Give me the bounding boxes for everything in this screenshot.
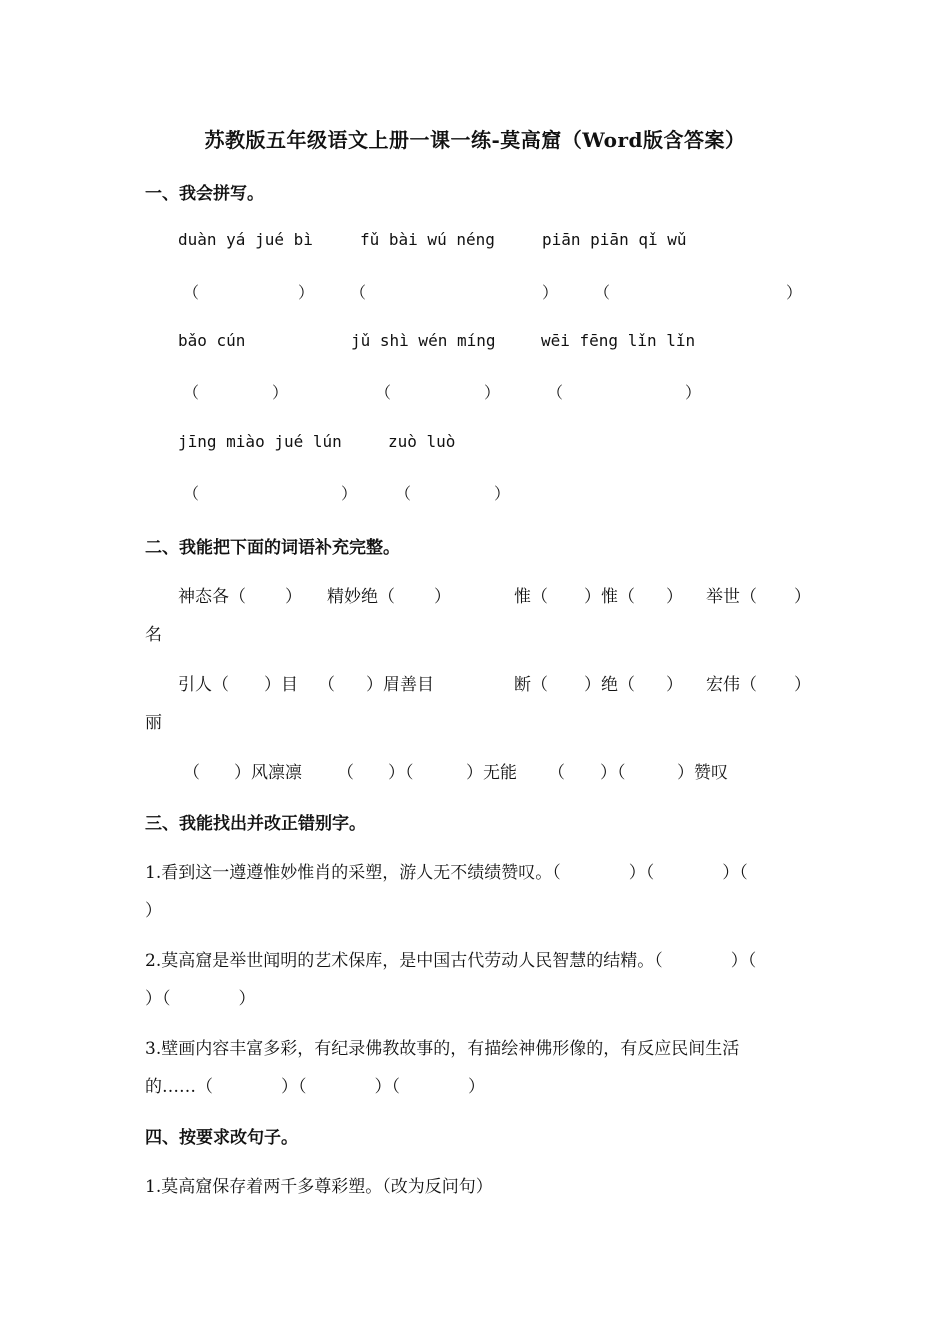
idiom-fill[interactable]: （ <box>548 763 565 783</box>
pinyin-item: jǔ shì wén míng <box>351 331 496 350</box>
answer-paren-close: ） <box>298 283 315 302</box>
idiom-fill: ） <box>434 587 451 607</box>
idiom-fill[interactable]: ）（ <box>388 763 414 783</box>
answer-paren-open[interactable]: （ <box>183 484 200 503</box>
answer-paren-open[interactable]: （ <box>594 283 611 302</box>
question-3-3-wrap: 的……（ ）（ ）（ ） <box>145 1077 485 1097</box>
pinyin-item: wēi fēng lǐn lǐn <box>541 331 696 350</box>
answer-paren-close: ） <box>685 383 702 402</box>
idiom-fill[interactable]: ）（ <box>600 763 626 783</box>
answer-paren-open[interactable]: （ <box>395 484 412 503</box>
idiom-fill[interactable]: （ <box>318 675 335 695</box>
idiom-fill: ）无能 <box>466 763 517 783</box>
idiom-fill: ） <box>794 675 811 695</box>
answer-paren-open[interactable]: （ <box>183 383 200 402</box>
question-3-1: 1.看到这一遵遵惟妙惟肖的采塑，游人无不绩绩赞叹。（ ）（ ）（ <box>145 863 748 883</box>
answer-paren-close: ） <box>272 383 289 402</box>
idiom-fill[interactable]: ）惟（ <box>584 587 635 607</box>
idiom-fill: ） <box>794 587 811 607</box>
idiom-fill: ）目 <box>264 675 298 695</box>
idiom-fill[interactable]: （ <box>337 763 354 783</box>
answer-paren-open[interactable]: （ <box>547 383 564 402</box>
question-3-3: 3.壁画内容丰富多彩，有纪录佛教故事的，有描绘神佛形像的，有反应民间生活 <box>145 1039 740 1059</box>
idiom-fill[interactable]: 神态各（ <box>178 587 246 607</box>
pinyin-item: fǔ bài wú néng <box>360 230 495 249</box>
answer-paren-close: ） <box>542 283 559 302</box>
idiom-fill: ） <box>666 675 683 695</box>
answer-paren-close: ） <box>786 283 803 302</box>
idiom-fill[interactable]: ）绝（ <box>584 675 635 695</box>
answer-paren-open[interactable]: （ <box>350 283 367 302</box>
section-4-heading: 四、按要求改句子。 <box>145 1128 298 1148</box>
answer-paren-open[interactable]: （ <box>375 383 392 402</box>
idiom-wrap: 丽 <box>145 713 162 733</box>
answer-paren-open[interactable]: （ <box>183 283 200 302</box>
question-3-2-wrap: ）（ ） <box>145 989 256 1009</box>
answer-paren-close: ） <box>484 383 501 402</box>
answer-paren-close: ） <box>494 484 511 503</box>
idiom-fill: ） <box>285 587 302 607</box>
idiom-fill[interactable]: 举世（ <box>706 587 757 607</box>
idiom-fill[interactable]: 精妙绝（ <box>327 587 395 607</box>
question-3-2: 2.莫高窟是举世闻明的艺术保库，是中国古代劳动人民智慧的结精。（ ）（ <box>145 951 757 971</box>
section-3-heading: 三、我能找出并改正错别字。 <box>145 814 366 834</box>
idiom-wrap: 名 <box>145 625 162 645</box>
section-2-heading: 二、我能把下面的词语补充完整。 <box>145 538 400 558</box>
pinyin-item: bǎo cún <box>178 331 246 350</box>
idiom-fill[interactable]: 断（ <box>514 675 548 695</box>
idiom-fill[interactable]: 惟（ <box>514 587 548 607</box>
pinyin-item: duàn yá jué bì <box>178 230 313 249</box>
page-title: 苏教版五年级语文上册一课一练-莫高窟（Word版含答案） <box>204 128 746 152</box>
pinyin-item: zuò luò <box>388 432 456 451</box>
idiom-fill: ）风凛凛 <box>234 763 302 783</box>
idiom-fill: ） <box>666 587 683 607</box>
idiom-fill[interactable]: 引人（ <box>178 675 229 695</box>
pinyin-item: piān piān qǐ wǔ <box>542 230 687 249</box>
idiom-fill[interactable]: 宏伟（ <box>706 675 757 695</box>
idiom-fill: ）赞叹 <box>677 763 728 783</box>
section-1-heading: 一、我会拼写。 <box>145 184 264 204</box>
idiom-fill: ）眉善目 <box>366 675 434 695</box>
question-4-1: 1.莫高窟保存着两千多尊彩塑。（改为反问句） <box>145 1177 493 1197</box>
pinyin-item: jīng miào jué lún <box>178 432 342 451</box>
idiom-fill[interactable]: （ <box>183 763 200 783</box>
answer-paren-close: ） <box>341 484 358 503</box>
question-3-1-wrap: ） <box>145 901 162 921</box>
